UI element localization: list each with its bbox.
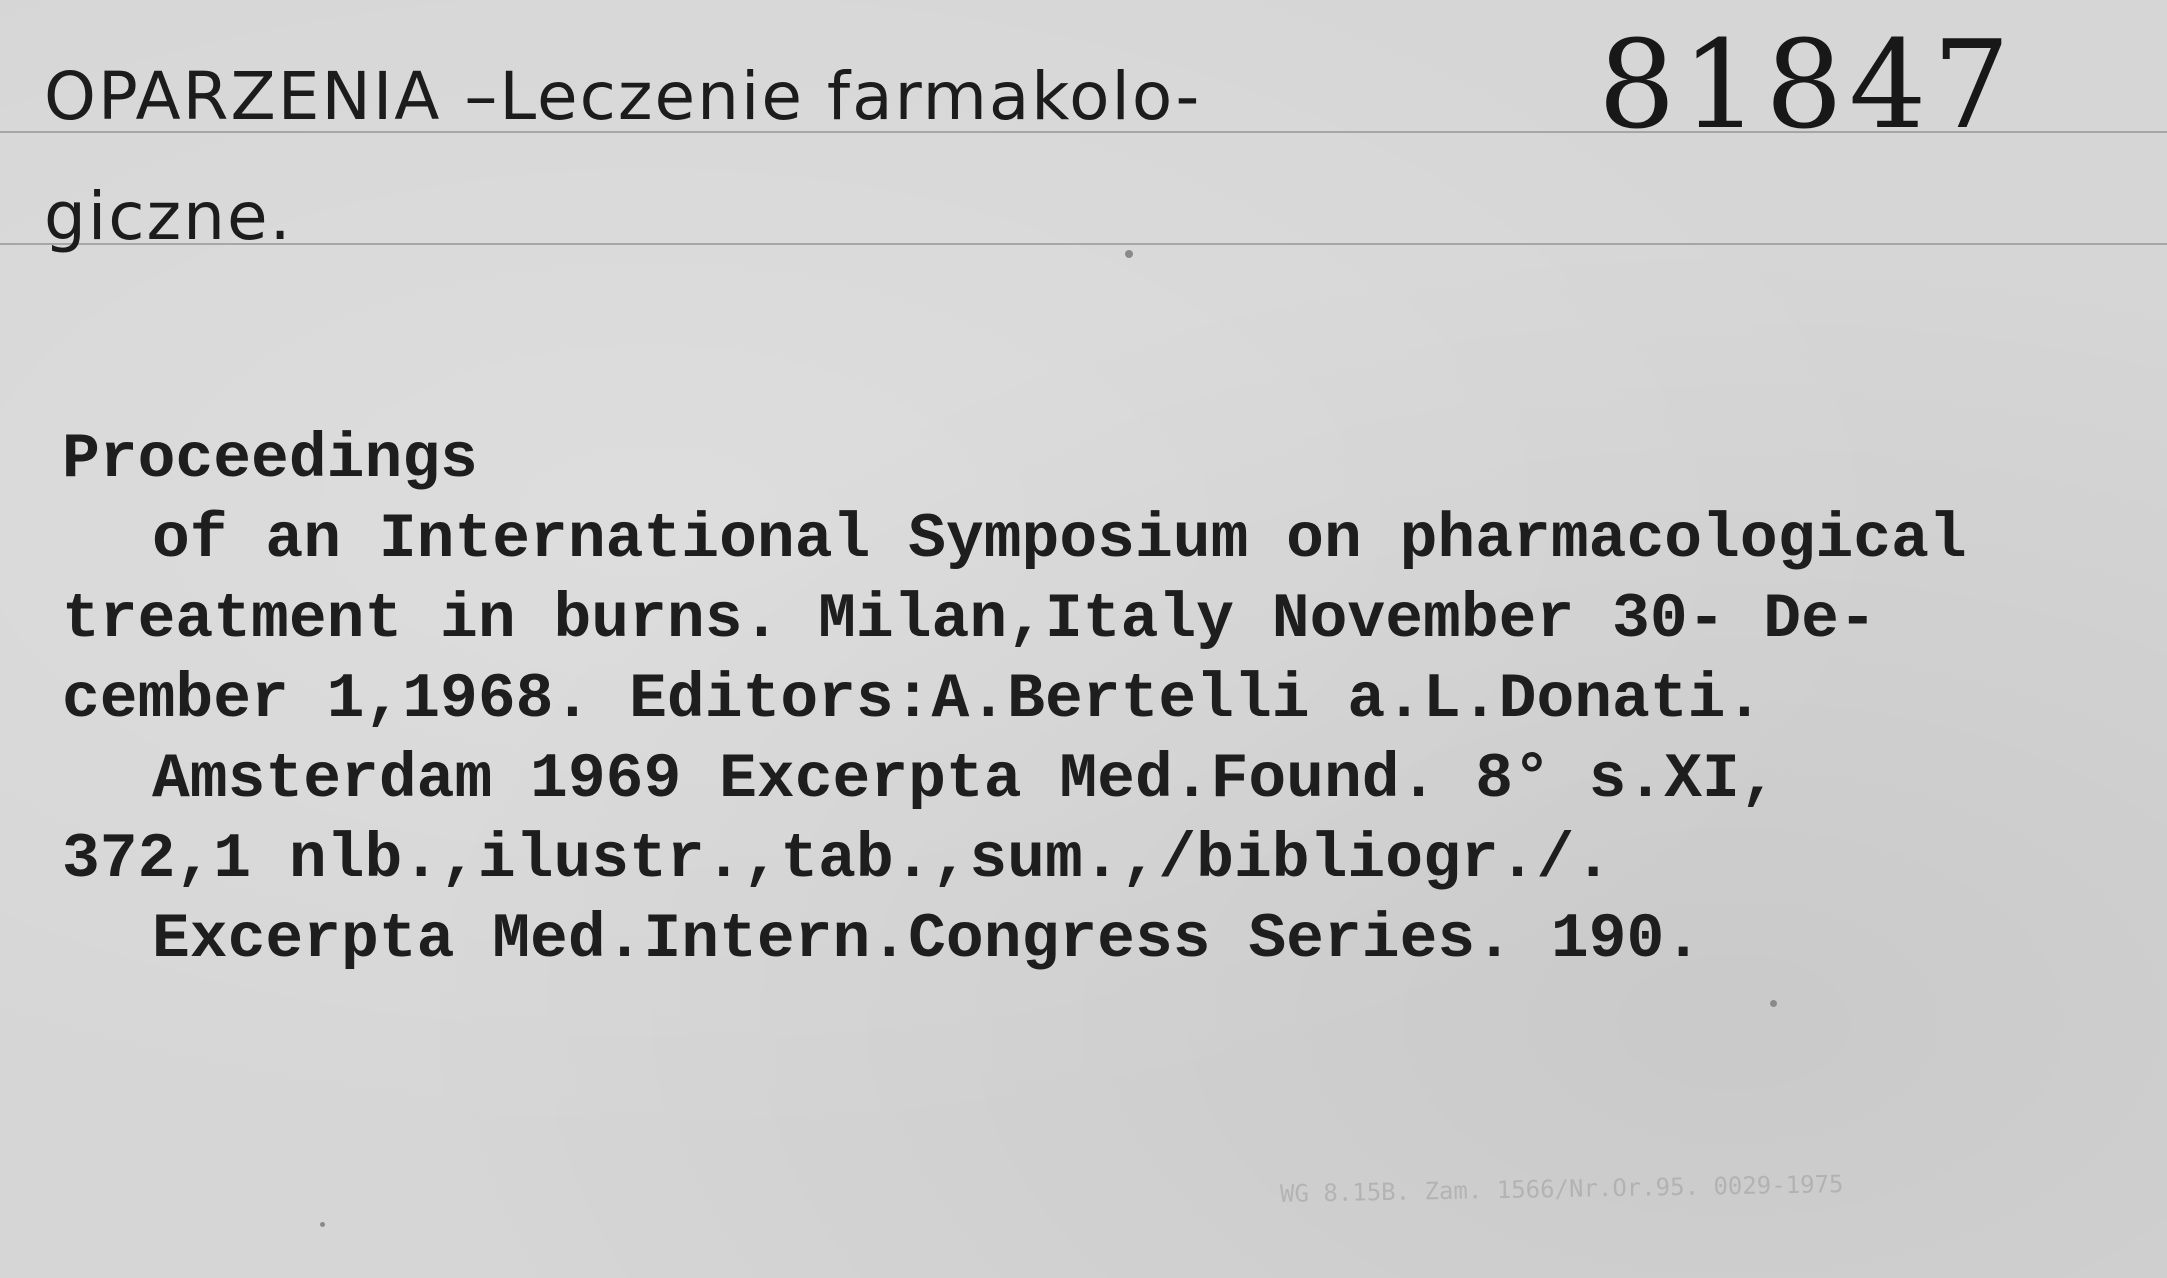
entry-line-6: Excerpta Med.Intern.Congress Series. 190. xyxy=(152,904,1703,975)
bibliographic-entry xyxy=(62,420,2152,980)
paper-speck xyxy=(1125,250,1133,258)
paper-speck xyxy=(320,1222,325,1227)
entry-title: Proceedings xyxy=(62,424,478,495)
subject-heading-line-2: giczne. xyxy=(44,178,293,255)
ruled-line-second xyxy=(0,243,2167,245)
entry-line-5: 372,1 nlb.,ilustr.,tab.,sum.,/bibliogr./. xyxy=(62,824,1613,895)
entry-line-3: cember 1,1968. Editors:A.Bertelli a.L.Donati. xyxy=(62,664,1764,735)
paper-speck xyxy=(1770,1000,1777,1007)
entry-line-1: of an International Symposium on pharmacological xyxy=(152,504,1967,575)
subject-heading-line-1: OPARZENIA –Leczenie farmakolo- xyxy=(44,58,1202,135)
entry-line-4: Amsterdam 1969 Excerpta Med.Found. 8° s.XI, xyxy=(152,744,1778,815)
entry-line-2: treatment in burns. Milan,Italy November 30- De- xyxy=(62,584,1877,655)
accession-number: 81847 xyxy=(1598,14,2017,156)
bleed-through-stamp: WG 8.15B. Zam. 1566/Nr.Or.95. 0029-1975 xyxy=(1279,1170,1844,1208)
